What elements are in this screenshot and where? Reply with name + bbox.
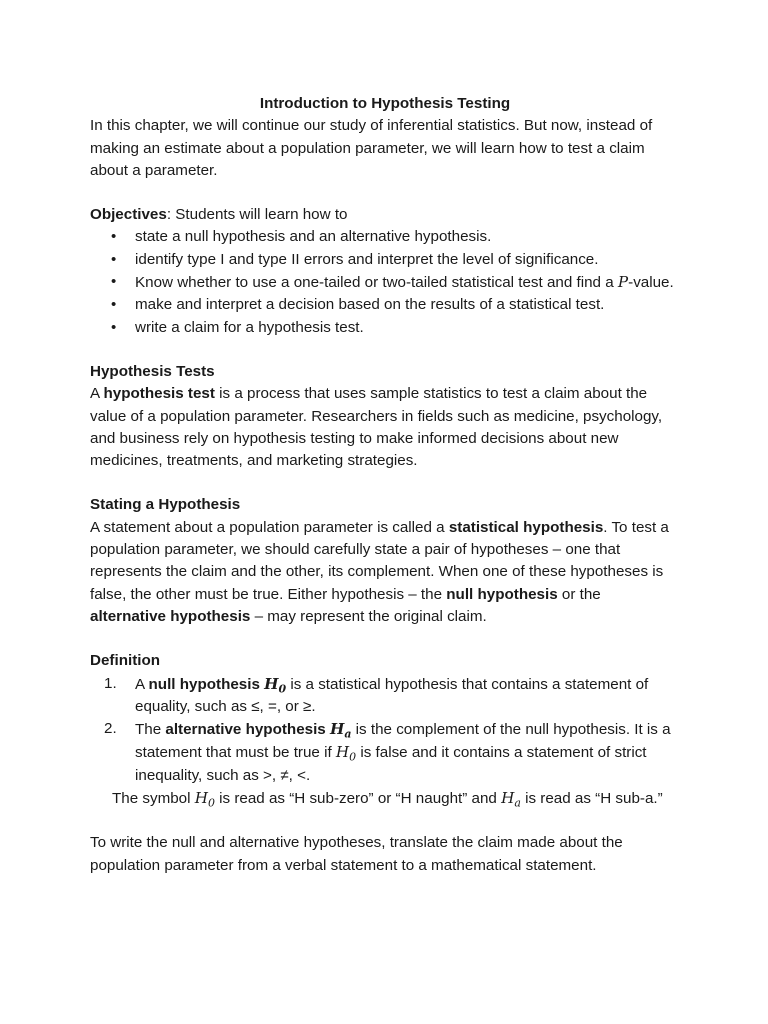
objectives-list: [90, 226, 680, 338]
ha-symbol: $H_a$: [330, 720, 352, 741]
definition-list: [90, 673, 680, 787]
term-alternative-hypothesis: alternative hypothesis: [90, 607, 251, 625]
term-statistical-hypothesis: statistical hypothesis: [448, 518, 604, 536]
objectives-lead: [90, 204, 680, 226]
list-item: • make and interpret a decision based on the results of a statistical test.: [135, 294, 680, 316]
objectives-lead-text: : Students will learn how to: [166, 206, 348, 224]
section-heading-hypothesis-tests: Hypothesis Tests: [90, 362, 215, 380]
h0-symbol: $H_0$: [194, 789, 215, 810]
stating-paragraph: A statement about a population parameter is called a statistical hypothesis. To test a population parameter, we should carefully state a pair of hypotheses – one that represents the claim and the other, its complement. When one of these hypotheses is false, the other must be true. Either hypothesis – the null hypothesis or the alternative hypothesis – may represent the original claim.: [90, 518, 669, 625]
section-heading-definition: Definition: [90, 652, 161, 670]
h0-symbol: $H_0$: [264, 674, 287, 695]
section-heading-stating: Stating a Hypothesis: [90, 496, 241, 514]
objectives-label: Objectives: [90, 206, 167, 224]
list-item: • state a null hypothesis and an alternative hypothesis.: [135, 226, 680, 248]
p-symbol: P: [617, 273, 629, 292]
symbol-reading-note: The symbol $H_0$ is read as “H sub-zero” or “H naught” and $H_a$ is read as “H sub-a.”: [112, 789, 663, 810]
document-body: [90, 93, 680, 877]
term-null-hypothesis: null hypothesis: [446, 585, 558, 603]
item-number: 1.: [104, 674, 117, 692]
item-number: 2.: [104, 720, 117, 738]
list-item: • identify type I and type II errors and interpret the level of significance.: [135, 249, 680, 271]
list-item: 1. A null hypothesis $H_0$ is a statistical hypothesis that contains a statement of equality, such as ≤, =, or ≥.: [104, 674, 649, 715]
intro-paragraph: In this chapter, we will continue our study of inferential statistics. But now, instead of making an estimate about a population parameter, we will learn how to test a claim about a parameter.: [90, 117, 653, 179]
closing-paragraph: To write the null and alternative hypotheses, translate the claim made about the population parameter from a verbal statement to a mathematical statement.: [90, 834, 623, 874]
ha-symbol: $H_a$: [501, 789, 521, 810]
hypothesis-tests-paragraph: A hypothesis test is a process that uses sample statistics to test a claim about the value of a population parameter. Researchers in fields such as medicine, psychology, and business rely on hypothesis testing to make informed decisions about new medicines, treatments, and marketing strategies.: [90, 385, 663, 470]
list-item: • Know whether to use a one-tailed or two-tailed statistical test and find a P-value.: [135, 271, 680, 294]
list-item: 2. The alternative hypothesis $H_a$ is the complement of the null hypothesis. It is a statement that must be true if $H_0$ is false and it contains a statement of strict inequality, such as >, ≠, <.: [104, 720, 671, 784]
page-title: Introduction to Hypothesis Testing: [259, 95, 511, 112]
h0-symbol: $H_0$: [335, 743, 357, 764]
list-item: • write a claim for a hypothesis test.: [135, 317, 680, 339]
term-hypothesis-test: hypothesis test: [103, 385, 215, 403]
